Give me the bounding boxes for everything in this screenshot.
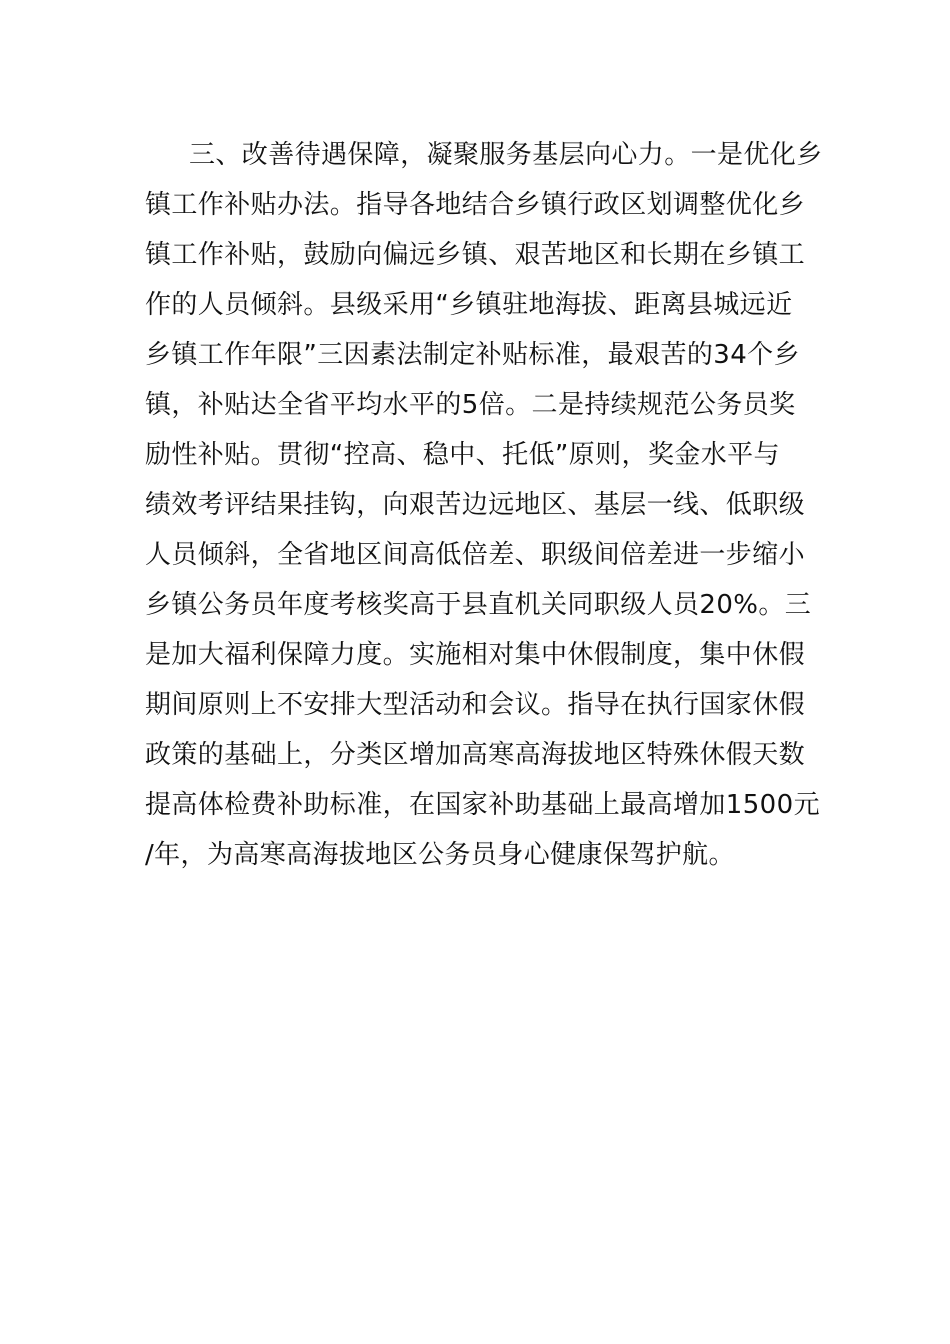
text-line: 政策的基础上，分类区增加高寒高海拔地区特殊休假天数	[145, 740, 806, 770]
body-paragraph	[145, 130, 823, 880]
text-line: 绩效考评结果挂钩，向艰苦边远地区、基层一线、低职级	[145, 490, 806, 520]
text-line: 期间原则上不安排大型活动和会议。指导在执行国家休假	[145, 690, 806, 720]
text-line: 镇工作补贴办法。指导各地结合乡镇行政区划调整优化乡	[145, 190, 806, 220]
text-line: 三、改善待遇保障，凝聚服务基层向心力。一是优化乡	[189, 140, 823, 170]
text-line: 镇，补贴达全省平均水平的5倍。二是持续规范公务员奖	[145, 390, 796, 420]
text-line: /年，为高寒高海拔地区公务员身心健康保驾护航。	[145, 840, 735, 870]
text-line: 乡镇公务员年度考核奖高于县直机关同职级人员20%。三	[145, 590, 812, 620]
text-line: 人员倾斜，全省地区间高低倍差、职级间倍差进一步缩小	[145, 540, 806, 570]
text-line: 作的人员倾斜。县级采用“乡镇驻地海拔、距离县城远近	[145, 290, 793, 320]
text-line: 是加大福利保障力度。实施相对集中休假制度，集中休假	[145, 640, 806, 670]
text-line: 励性补贴。贯彻“控高、稳中、托低”原则，奖金水平与	[145, 440, 780, 470]
text-line: 提高体检费补助标准，在国家补助基础上最高增加1500元	[145, 790, 820, 820]
text-line: 镇工作补贴，鼓励向偏远乡镇、艰苦地区和长期在乡镇工	[145, 240, 806, 270]
text-line: 乡镇工作年限”三因素法制定补贴标准，最艰苦的34个乡	[145, 340, 800, 370]
